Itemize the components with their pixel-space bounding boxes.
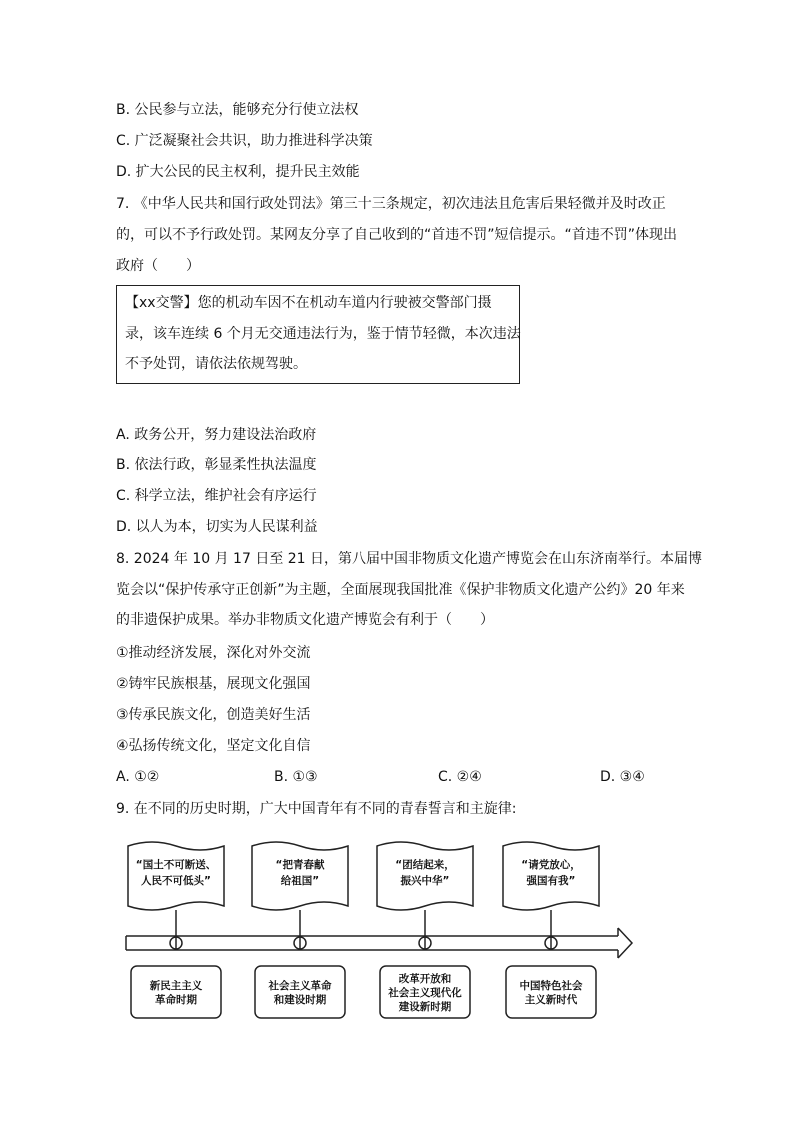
period-box	[131, 966, 221, 1018]
slogan-text: “国土不可断送、	[135, 859, 217, 871]
q8-item-3: ③传承民族文化，创造美好生活	[116, 707, 311, 723]
sms-notice-line-2: 录，该车连续 6 个月无交通违法行为，鉴于情节轻微，本次违法	[125, 326, 521, 342]
timeline-stage-1	[128, 842, 224, 1018]
q8-item-2: ②铸牢民族根基，展现文化强国	[116, 676, 311, 692]
timeline-stage-3	[377, 842, 473, 1018]
q8-choice-a: A. ①②	[116, 769, 160, 785]
q6-option-d: D. 扩大公民的民主权利，提升民主效能	[116, 164, 360, 180]
period-box	[255, 966, 345, 1018]
slogan-text: “团结起来，	[395, 859, 455, 871]
period-text: 新民主主义	[149, 980, 203, 992]
q9-stem: 9. 在不同的历史时期，广大中国青年有不同的青春誓言和主旋律:	[116, 801, 517, 817]
q8-choice-d: D. ③④	[600, 769, 645, 785]
q7-option-a: A. 政务公开，努力建设法治政府	[116, 427, 317, 443]
q8-item-4: ④弘扬传统文化，坚定文化自信	[116, 738, 311, 754]
q6-option-c: C. 广泛凝聚社会共识，助力推进科学决策	[116, 133, 373, 149]
slogan-text: 人民不可低头”	[141, 875, 211, 887]
q7-stem-line-1: 7. 《中华人民共和国行政处罚法》第三十三条规定，初次违法且危害后果轻微并及时改正	[116, 196, 666, 212]
q8-item-1: ①推动经济发展，深化对外交流	[116, 645, 311, 661]
period-text: 改革开放和	[398, 973, 452, 985]
slogan-text: “请党放心，	[521, 859, 581, 871]
period-text: 社会主义现代化	[388, 987, 462, 999]
sms-notice-line-1: 【xx交警】您的机动车因不在机动车道内行驶被交警部门摄	[125, 295, 492, 311]
slogan-text: 强国有我”	[526, 875, 576, 887]
period-text: 革命时期	[155, 994, 197, 1006]
slogan-text: 给祖国”	[280, 875, 320, 887]
slogan-text: 振兴中华”	[400, 875, 450, 887]
slogan-text: “把青春献	[275, 859, 325, 871]
q8-choice-b: B. ①③	[274, 769, 318, 785]
q7-option-c: C. 科学立法，维护社会有序运行	[116, 488, 317, 504]
sms-notice-line-3: 不予处罚，请依法依规驾驶。	[125, 356, 307, 372]
q7-option-b: B. 依法行政，彰显柔性执法温度	[116, 457, 317, 473]
period-text: 中国特色社会	[519, 980, 583, 992]
timeline-stage-4	[503, 842, 599, 1018]
q8-stem-line-3: 的非遗保护成果。举办非物质文化遗产博览会有利于（ ）	[116, 612, 494, 628]
period-box	[506, 966, 596, 1018]
q7-stem-line-3: 政府（ ）	[116, 258, 200, 274]
q8-stem-line-1: 8. 2024 年 10 月 17 日至 21 日，第八届中国非物质文化遗产博览会在山东济南举行。本届博	[116, 551, 703, 567]
q8-choice-c: C. ②④	[438, 769, 482, 785]
period-text: 和建设时期	[273, 994, 327, 1006]
period-text: 建设新时期	[398, 1001, 452, 1013]
q7-stem-line-2: 的，可以不予行政处罚。某网友分享了自己收到的“首违不罚”短信提示。“首违不罚”体现出	[116, 227, 678, 243]
period-text: 主义新时代	[524, 994, 578, 1006]
timeline-stage-2	[252, 842, 348, 1018]
q8-stem-line-2: 览会以“保护传承守正创新”为主题，全面展现我国批准《保护非物质文化遗产公约》20 年来	[116, 582, 685, 598]
q7-option-d: D. 以人为本，切实为人民谋利益	[116, 519, 318, 535]
period-text: 社会主义革命	[268, 980, 332, 992]
q6-option-b: B. 公民参与立法，能够充分行使立法权	[116, 102, 359, 118]
